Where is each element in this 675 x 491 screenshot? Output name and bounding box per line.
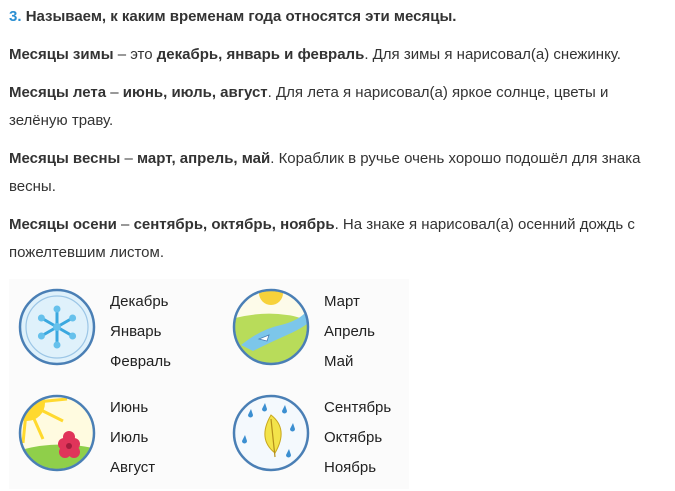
month-label: Март: [324, 293, 360, 310]
sun-flower-icon: [17, 393, 97, 473]
dash-text: –: [116, 216, 134, 233]
paragraph-rest: . Для лета я нарисовал(а) яркое солнце, цветы и зелёную траву.: [9, 84, 609, 129]
months-bold: июнь, июль, август: [122, 84, 268, 101]
dash-text: –: [106, 84, 123, 101]
paragraph-rest: . Кораблик в ручье очень хорошо подошёл для знака весны.: [9, 150, 641, 195]
month-label: Декабрь: [110, 293, 169, 310]
month-label: Июнь: [110, 399, 149, 416]
months-bold: март, апрель, май: [137, 150, 271, 167]
month-label: Июль: [110, 429, 149, 446]
paragraph-winter: [9, 41, 669, 69]
dash-text: – это: [113, 46, 157, 63]
task-title: Называем, к каким временам года относятся эти месяцы.: [25, 8, 457, 25]
seasons-figure: [9, 279, 409, 489]
paragraph-rest: . Для зимы я нарисовал(а) снежинку.: [364, 46, 621, 63]
winter-months-list: [110, 293, 171, 383]
paragraph-summer: [9, 79, 669, 135]
months-bold: сентябрь, октябрь, ноябрь: [133, 216, 335, 233]
month-label: Апрель: [324, 323, 375, 340]
autumn-months-list: [324, 399, 391, 489]
month-label: Сентябрь: [324, 399, 392, 416]
season-label: Месяцы осени: [9, 216, 117, 233]
task-number: 3.: [9, 8, 22, 25]
season-label: Месяцы лета: [9, 84, 107, 101]
stream-icon: [231, 287, 311, 367]
paragraph-spring: [9, 145, 669, 201]
rain-leaf-icon: [231, 393, 311, 473]
snowflake-icon: [17, 287, 97, 367]
task-heading: [9, 3, 669, 31]
month-label: Ноябрь: [324, 459, 377, 476]
month-label: Май: [324, 353, 354, 370]
summer-months-list: [110, 399, 155, 489]
dash-text: –: [120, 150, 138, 167]
month-label: Февраль: [110, 353, 171, 370]
season-label: Месяцы весны: [9, 150, 121, 167]
month-label: Октябрь: [324, 429, 383, 446]
spring-months-list: [324, 293, 375, 383]
paragraph-autumn: [9, 211, 669, 267]
month-label: Август: [110, 459, 156, 476]
month-label: Январь: [110, 323, 162, 340]
season-label: Месяцы зимы: [9, 46, 114, 63]
months-bold: декабрь, январь и февраль: [156, 46, 365, 63]
paragraph-rest: . На знаке я нарисовал(а) осенний дождь с пожелтевшим листом.: [9, 216, 635, 261]
